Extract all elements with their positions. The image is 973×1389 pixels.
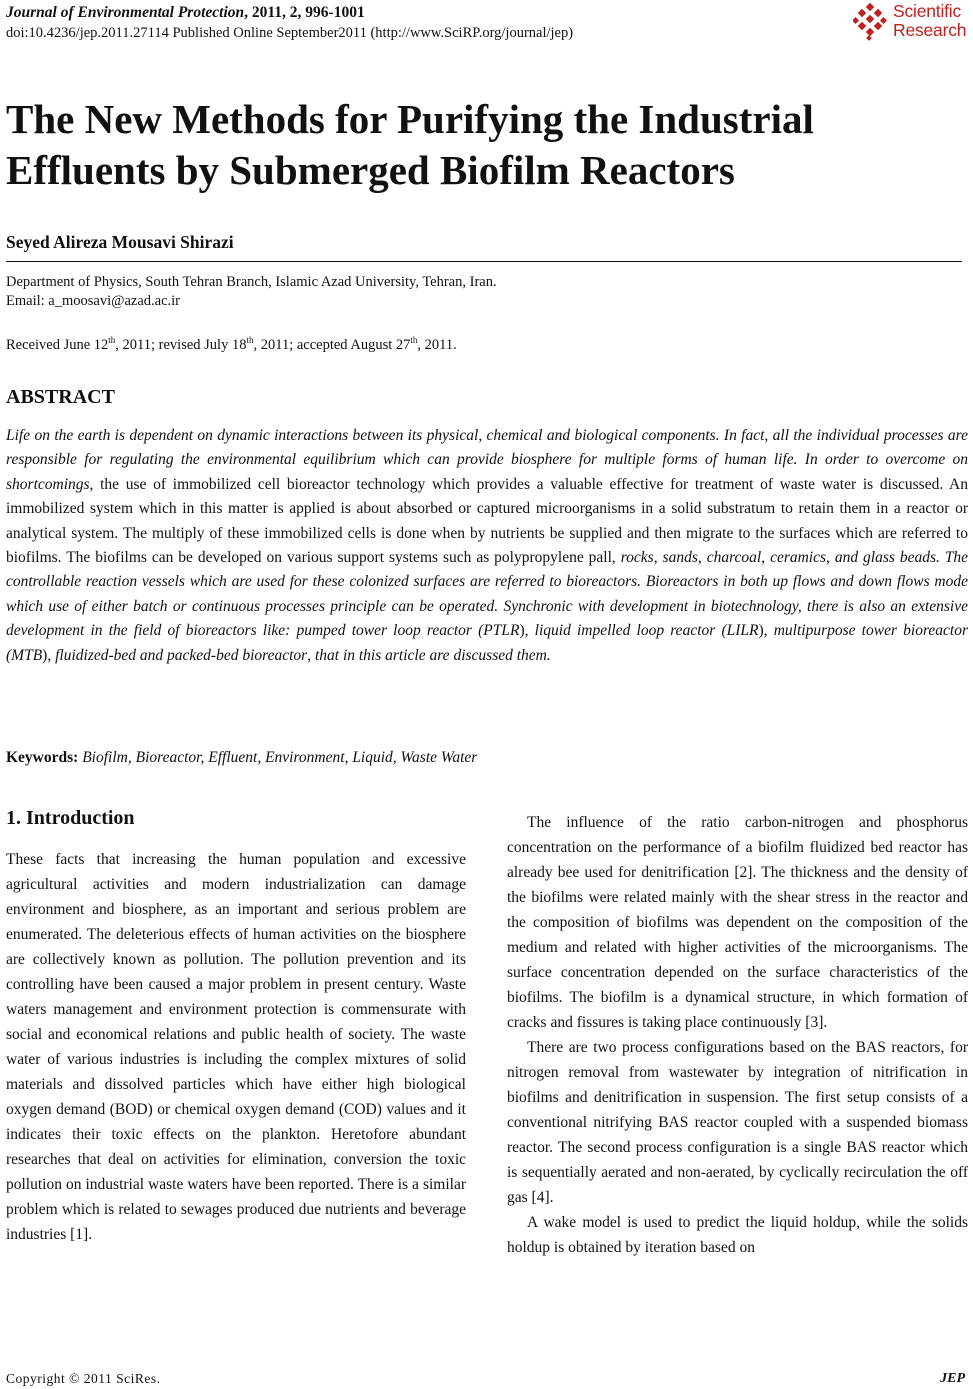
separator: , — [826, 549, 830, 567]
intro-paragraph: There are two process configurations based on the BAS reactors, for nitrogen removal from wastewater by integration of nitrification in biofilms and denitrification in suspension. The first setup consists of a conventional nitrifying BAS reactor coupled with a suspended biomass reactor. The second process configuration is a single BAS reactor which is sequentially aerated and non-aerated, by cyclically recirculation the off gas [4]. — [507, 1039, 968, 1206]
doi-line: doi:10.4236/jep.2011.27114 Published Online September2011 (http://www.SciRP.org/journal/jep) — [6, 25, 574, 41]
abstract-segment: rocks — [620, 549, 654, 567]
abstract-segment: PTLR — [483, 622, 520, 640]
keyword: Liquid — [352, 749, 393, 766]
abstract-segment: ceramics — [770, 549, 827, 567]
keyword: Environment — [265, 749, 345, 766]
revised-date: , 2011; revised July 18 — [115, 337, 247, 353]
separator: ), — [758, 622, 768, 640]
author-email: Email: a_moosavi@azad.ac.ir — [6, 293, 180, 309]
received-date: Received June 12 — [6, 337, 109, 353]
separator: , — [653, 549, 658, 567]
logo-line-2: Research — [893, 20, 967, 40]
section-heading-introduction: 1. Introduction — [6, 807, 135, 829]
separator: , — [761, 549, 766, 567]
journal-citation — [6, 3, 365, 23]
affiliation: Department of Physics, South Tehran Branch, Islamic Azad University, Tehran, Iran. — [6, 274, 497, 290]
submission-dates — [6, 336, 457, 355]
keyword: Biofilm — [82, 749, 128, 766]
date-suffix: , 2011. — [417, 337, 457, 353]
logo-wordmark — [893, 2, 966, 40]
intro-paragraph: The influence of the ratio carbon-nitrogen and phosphorus concentration on the performance of a biofilm fluidized bed reactor has already bee used for denitrification [2]. The thickness and the density of the biofilms were related mainly with the shear stress in the reactor and the composition of biofilms was dependent on the composition of the medium and related with higher activities of the microorganisms. The surface concentration depended on the surface characteristics of the biofilms. The biofilm is a dynamical structure, in which formation of cracks and fissures is taking place continuously [3]. — [507, 814, 968, 1031]
intro-column-right — [507, 810, 968, 1260]
abstract-segment: MTB — [11, 646, 43, 664]
ordinal-suffix: th — [246, 335, 254, 345]
abstract-segment: that in this article are discussed them. — [314, 646, 551, 664]
abstract-segment: and glass beads. The controllable reaction vessels which are used for these colonized surfaces are referred to bioreactors. Bioreactors in both up flows and down flows mode which use of either batch or continuous processes principle can be operated. Synchronic with development in biotechnology, there is also an extensive development in the field of bioreactors like: pumped tower loop reactor ( — [6, 549, 969, 640]
keyword: Waste Water — [400, 749, 478, 766]
keyword: Effluent — [208, 749, 258, 766]
abstract-heading: ABSTRACT — [6, 386, 115, 408]
ordinal-suffix: th — [410, 335, 418, 345]
scientific-research-logo-icon — [853, 3, 889, 41]
separator: ), — [519, 622, 529, 640]
author-name: Seyed Alireza Mousavi Shirazi — [6, 232, 234, 252]
separator: , — [307, 646, 312, 664]
publisher-logo — [853, 2, 971, 44]
author-affiliation-block — [6, 273, 497, 311]
abstract-segment: LILR — [726, 622, 759, 640]
journal-name: Journal of Environmental Protection — [6, 4, 245, 21]
accepted-date: , 2011; accepted August 27 — [253, 337, 411, 353]
journal-volume-pages: , 2011, 2, 996-1001 — [244, 4, 365, 21]
logo-line-1: Scientific — [893, 1, 962, 21]
separator: , — [697, 549, 702, 567]
abstract-segment: charcoal — [706, 549, 762, 567]
copyright-notice: Copyright © 2011 SciRes. — [6, 1371, 161, 1386]
ordinal-suffix: th — [108, 335, 116, 345]
intro-paragraph-left: These facts that increasing the human population and excessive agricultural activities and modern industrialization can damage environment and biosphere, as an important and serious problem are enumerated. The deleterious effects of human activities on the biosphere are collectively known as pollution. The pollution prevention and its controlling have been caused a major problem in present century. Waste waters management and environment protection is commensurate with social and economical relations and public health of society. The waste water of various industries is including the complex mixtures of solid materials and dissolved particles which have either high biological oxygen demand (BOD) or chemical oxygen demand (COD) values and it indicates their toxic effects on the plankton. Heretofore abundant researches that deal on activities for elimination, conversion the toxic pollution on industrial waste waters have been reported. There is a similar problem which is related to sewages produced due nutrients and beverage industries [1]. — [6, 851, 466, 1243]
abstract-segment: Life on the earth is dependent on dynamic interactions between its physical, chemical and biological components. In fact, all the individual processes are responsible for regulating the environmental equilibrium which can provide biosphere for multiple forms of human life. In order to overcome on shortcomings — [6, 427, 968, 493]
separator: ), — [42, 646, 52, 664]
intro-paragraph: A wake model is used to predict the liquid holdup, while the solids holdup is obtained by iteration based on — [507, 1214, 968, 1256]
abstract-segment: multipurpose tower bioreactor ( — [6, 622, 968, 664]
keywords-label: Keywords — [6, 749, 74, 766]
abstract-segment: liquid impelled loop reactor ( — [534, 622, 727, 640]
abstract-segment: fluidized-bed and packed-bed bioreactor — [55, 646, 308, 664]
keyword: Bioreactor — [135, 749, 201, 766]
title-divider — [6, 261, 962, 262]
separator: , — [611, 549, 616, 567]
journal-abbreviation: JEP — [940, 1371, 965, 1386]
abstract-segment: , the use of immobilized cell bioreactor technology which provides a valuable effective for treatment of waste water is discussed. An immobilized system which in this matter is applied is about absorbed or captured microorganisms in a solid substratum to retain them in a reactor or analytical system. The multiply of these immobilized cells is done when by nutrients be supplied and then migrate to the surfaces which are referred to biofilms. The biofilms can be developed on various support systems such as polypropylene pall — [6, 475, 968, 567]
keywords-line: Keywords: Biofilm, Bioreactor, Effluent, Environment, Liquid, Waste Water — [6, 749, 478, 766]
abstract-text — [6, 424, 968, 668]
paper-title: The New Methods for Purifying the Industrial Effluents by Submerged Biofilm Reactors — [6, 96, 814, 193]
abstract-segment: sands — [662, 549, 698, 567]
